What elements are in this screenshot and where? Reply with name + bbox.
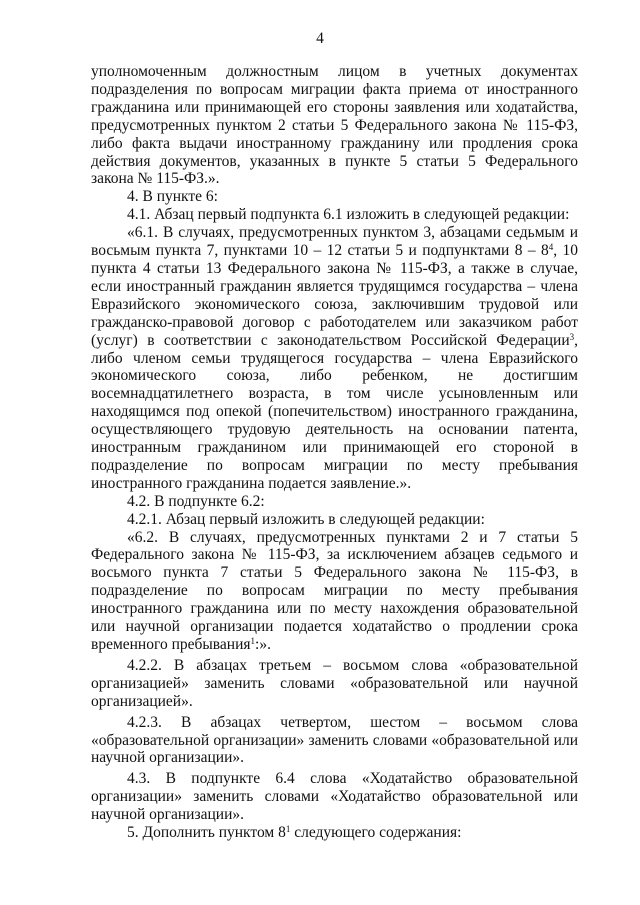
paragraph-quote-6-1 <box>91 224 578 493</box>
footnote-ref-4: 4 <box>548 242 554 253</box>
document-body <box>91 63 578 842</box>
quote-6-2-part-a: «6.2. В случаях, предусмотренных пунктами 2 и 7 статьи 5 Федерального закона № 115-ФЗ, за исключением абзацев седьмого и восьмого пункта 7 статьи 5 Федерального закона № 115-ФЗ, в подразделение по вопросам миграции по месту пребывания иностранного гражданина или по месту нахождения образовательной или научной организации подается ходатайство о продлении срока временного пребывания <box>91 528 578 653</box>
quote-6-1-part-b: , 10 пункта 4 статьи 13 Федерального закона № 115-ФЗ, а также в случае, если иностранный гражданин является трудящимся государства – члена Евразийского экономического союза, заключившим трудовой или гражданско-правовой договор с работодателем или заказчиком работ (услуг) в соответствии с законодательством Российской Федерации <box>91 242 578 349</box>
paragraph-item-4-3: 4.3. В подпункте 6.4 слова «Ходатайство образовательной организации» заменить словами «Ходатайство образовательной или научной организации». <box>91 770 578 824</box>
footnote-ref-8-1: 1 <box>285 824 291 835</box>
paragraph-item-5 <box>91 824 578 842</box>
paragraph-quote-6-2 <box>91 529 578 654</box>
paragraph-continuation: уполномоченным должностным лицом в учетных документах подразделения по вопросам миграции факта приема от иностранного гражданина или принимающей его стороны заявления или ходатайства, предусмотренных пунктом 2 статьи 5 Федерального закона № 115-ФЗ, либо факта выдачи иностранному гражданину или продления срока действия документов, указанных в пункте 5 статьи 5 Федерального закона № 115-ФЗ.». <box>91 63 578 188</box>
paragraph-item-4-2: 4.2. В подпункте 6.2: <box>127 492 265 510</box>
paragraph-item-4: 4. В пункте 6: <box>127 188 218 206</box>
paragraph-item-4-2-3: 4.2.3. В абзацах четвертом, шестом – восьмом слова «образовательной организации» заменить словами «образовательной или научной организации». <box>91 713 578 767</box>
footnote-ref-3: 3 <box>569 331 575 342</box>
footnote-ref-1: 1 <box>250 636 256 646</box>
item-5-part-b: следующего содержания: <box>290 824 462 842</box>
page-number: 4 <box>316 30 324 47</box>
item-5-part-a: 5. Дополнить пунктом 8 <box>127 824 286 842</box>
paragraph-item-4-2-1: 4.2.1. Абзац первый изложить в следующей редакции: <box>127 510 485 528</box>
paragraph-item-4-1: 4.1. Абзац первый подпункта 6.1 изложить в следующей редакции: <box>127 206 570 224</box>
quote-6-2-part-b: :». <box>255 636 271 653</box>
quote-6-1-part-a: «6.1. В случаях, предусмотренных пунктом 3, абзацами седьмым и восьмым пункта 7, пунктами 10 – 12 статьи 5 и подпунктами 8 – 8 <box>91 224 578 260</box>
paragraph-item-4-2-2: 4.2.2. В абзацах третьем – восьмом слова «образовательной организацией» заменить словами «образовательной или научной организацией». <box>91 656 578 710</box>
quote-6-1-part-c: , либо членом семьи трудящегося государства – члена Евразийского экономического союза, либо ребенком, не достигшим восемнадцатилетнего возраста, в том числе усыновленным или находящимся под опекой (попечительством) иностранного гражданина, осуществляющего трудовую деятельность на основании патента, иностранным гражданином или принимающей его стороной в подразделение по вопросам миграции по месту пребывания иностранного гражданина подается заявление.». <box>91 331 578 492</box>
